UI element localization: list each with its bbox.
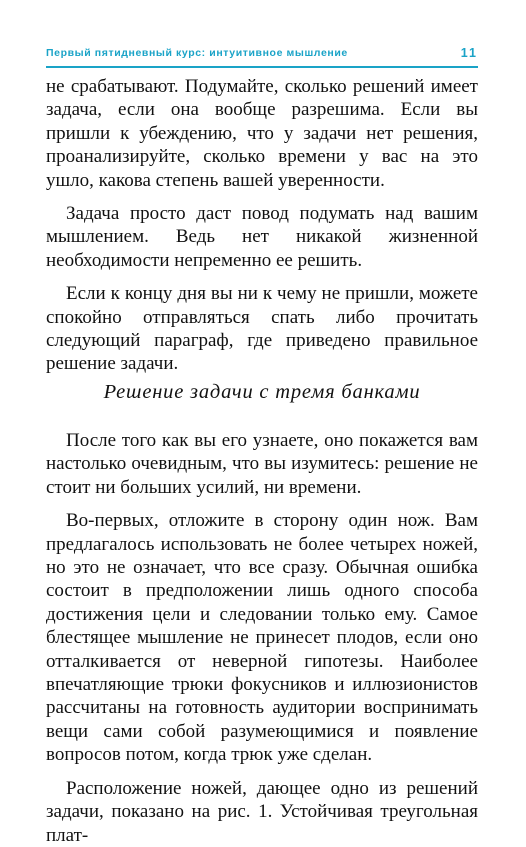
- running-header: [46, 47, 478, 61]
- paragraph: не срабатывают. Подумайте, сколько решений имеет задача, если она вообще разрешима. Если вы пришли к убеждению, что у задачи нет решения, проанализируйте, сколько времени у вас на это ушло, какова степень вашей уверенности.: [46, 76, 478, 191]
- page-number: 11: [460, 46, 478, 60]
- paragraph: Расположение ножей, дающее одно из решений задачи, показано на рис. 1. Устойчивая треугольная плат-: [46, 777, 478, 846]
- paragraph: Если к концу дня вы ни к чему не пришли, можете спокойно отправляться спать либо прочитать следующий параграф, где приведено правильное решение задачи.: [46, 283, 478, 375]
- header-rule: [46, 66, 478, 68]
- section-heading: Решение задачи с тремя банками: [103, 381, 421, 403]
- paragraph: Задача просто даст повод подумать над вашим мышлением. Ведь нет никакой жизненной необходимости непременно ее решить.: [46, 203, 478, 271]
- paragraph: После того как вы его узнаете, оно покажется вам настолько очевидным, что вы изумитесь: решение не стоит ни больших усилий, ни времени.: [46, 430, 478, 498]
- paragraph: Во-первых, отложите в сторону один нож. Вам предлагалось использовать не более четырех ножей, но это не означает, что все сразу. Обычная ошибка состоит в предположении лишь одного способа достижения цели и следовании только ему. Самое блестящее мышление не принесет плодов, если оно отталкивается от неверной гипотезы. Наиболее впечатляющие трюки фокусников и иллюзионистов рассчитаны на готовность аудитории воспринимать вещи сами собой разумеющимися и появление вопросов потом, когда трюк уже сделан.: [46, 510, 478, 766]
- text-block-solution: [46, 429, 478, 847]
- text-block-intro: [46, 75, 478, 376]
- running-header-title: Первый пятидневный курс: интуитивное мышление: [46, 47, 348, 59]
